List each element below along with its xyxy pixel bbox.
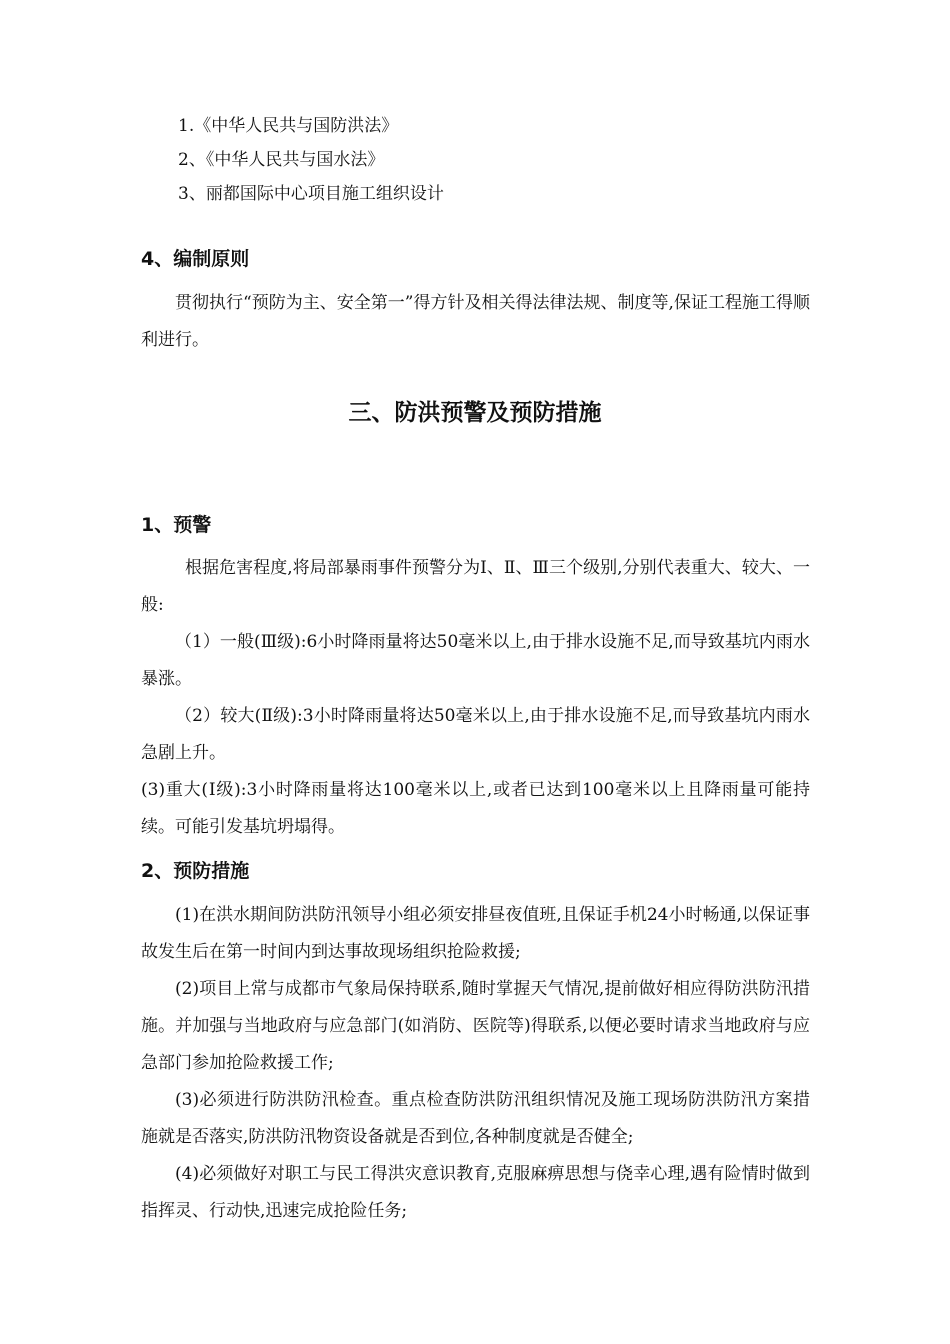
section-heading-principle: 4、编制原则 [141, 248, 250, 270]
reference-item: 1.《中华人民共与国防洪法》 [178, 116, 399, 136]
warning-level-larger: （2）较大(Ⅱ级):3小时降雨量将达50毫米以上,由于排水设施不足,而导致基坑内雨水急剧上升。 [141, 706, 810, 763]
reference-item: 2、《中华人民共与国水法》 [178, 150, 385, 170]
measure-item: (1)在洪水期间防洪防汛领导小组必须安排昼夜值班,且保证手机24小时畅通,以保证事故发生后在第一时间内到达事故现场组织抢险救援; [141, 905, 810, 962]
warning-intro-paragraph: 根据危害程度,将局部暴雨事件预警分为Ⅰ、Ⅱ、Ⅲ三个级别,分别代表重大、较大、一般: [141, 558, 810, 615]
chapter-title: 三、防洪预警及预防措施 [348, 400, 602, 426]
warning-level-major: (3)重大(Ⅰ级):3小时降雨量将达100毫米以上,或者已达到100毫米以上且降雨量可能持续。可能引发基坑坍塌得。 [141, 780, 810, 837]
warning-level-general: （1）一般(Ⅲ级):6小时降雨量将达50毫米以上,由于排水设施不足,而导致基坑内雨水暴涨。 [141, 632, 810, 689]
reference-item: 3、丽都国际中心项目施工组织设计 [178, 184, 444, 204]
measure-item: (3)必须进行防洪防汛检查。重点检查防洪防汛组织情况及施工现场防洪防汛方案措施就是否落实,防洪防汛物资设备就是否到位,各种制度就是否健全; [141, 1090, 810, 1147]
measure-item: (2)项目上常与成都市气象局保持联系,随时掌握天气情况,提前做好相应得防洪防汛措施。并加强与当地政府与应急部门(如消防、医院等)得联系,以便必要时请求当地政府与应急部门参加抢险救援工作; [141, 979, 810, 1073]
section-heading-measures: 2、预防措施 [141, 860, 250, 882]
section-heading-warning: 1、预警 [141, 514, 212, 536]
principle-paragraph: 贯彻执行“预防为主、安全第一”得方针及相关得法律法规、制度等,保证工程施工得顺利进行。 [141, 293, 810, 350]
measure-item: (4)必须做好对职工与民工得洪灾意识教育,克服麻痹思想与侥幸心理,遇有险情时做到指挥灵、行动快,迅速完成抢险任务; [141, 1164, 810, 1221]
